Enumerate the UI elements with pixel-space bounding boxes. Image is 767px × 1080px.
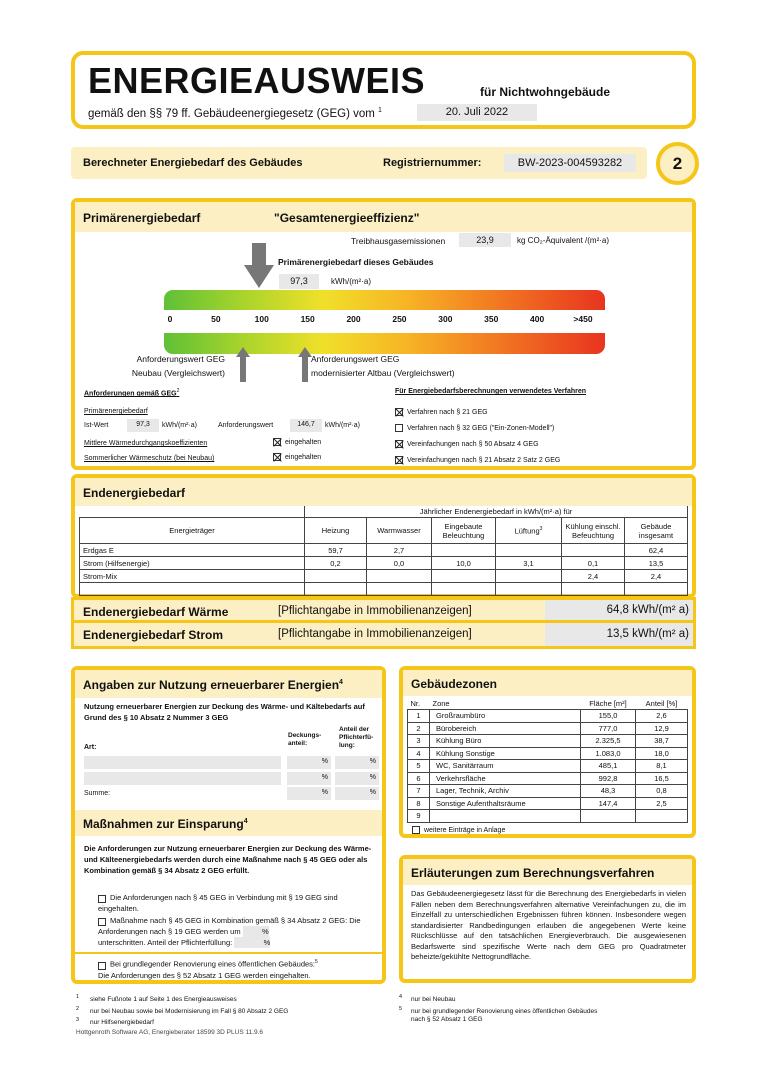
art-row-1	[84, 756, 281, 769]
summer-checkbox[interactable]	[273, 453, 281, 461]
end-energy-header	[75, 478, 692, 506]
registration-label: Registriernummer:	[383, 157, 482, 169]
demand-arrow-icon	[244, 243, 274, 288]
col-ventilation: Lüftung$^3$	[496, 518, 562, 544]
coverage-1: %	[287, 756, 331, 769]
explanation-text: Das Gebäudeenergiegesetz lässt für die Berechnung des Energiebedarfs in vielen Fällen neben dem Berechnungsverfahren alternative Vereinfachungen zu, die im Einzelfall zu unterschiedlichen Ergebnissen führen können. Insbesondere wegen standardisierter Randbedingungen erlauben die angegebenen Werte keine Rückschlüsse auf den tatsächlichen Energieverbrauch. Die ausgewiesenen Bedarfswerte sind spezifische Werte nach dem GEG pro Quadratmeter beheizte/gekühlte Nettogrundfläche.	[411, 889, 686, 961]
zone-nr-cell: 8	[408, 797, 430, 810]
ghg-label: Treibhausgasemissionen	[351, 236, 446, 246]
zone-area-cell: 147,4	[581, 797, 636, 810]
zone-share-cell	[636, 810, 688, 823]
col-lighting: Eingebaute Beleuchtung	[432, 518, 496, 544]
art-row-2	[84, 772, 281, 785]
col-cooling: Kühlung einschl. Befeuchtung	[562, 518, 625, 544]
reference-new-line1: Anforderungswert GEG	[136, 354, 225, 364]
primary-energy-title: Primärenergiebedarf	[83, 211, 201, 225]
ist-value: 97,3	[127, 419, 159, 432]
zones-table	[407, 698, 688, 823]
zone-nr-cell: 6	[408, 772, 430, 785]
header-box	[71, 51, 696, 129]
end-energy-row	[80, 544, 688, 557]
zone-name-cell: Kühlung Büro	[430, 735, 581, 748]
registration-bar-label: Berechneter Energiebedarf des Gebäudes	[83, 157, 303, 169]
method-1: Verfahren nach § 21 GEG	[395, 408, 488, 416]
zone-area-cell: 777,0	[581, 722, 636, 735]
measure-option-2: Maßnahme nach § 45 GEG in Kombination gemäß § 34 Absatz 2 GEG: Die Anforderungen nach § 19 GEG werden um % unterschritten. Anteil der Pflichterfüllung: %	[98, 916, 361, 947]
anf-value: 146,7	[290, 419, 322, 432]
zone-row	[408, 785, 688, 798]
heat-demand-value: 64,8 kWh/(m² a)	[545, 600, 693, 620]
method-2-checkbox[interactable]	[395, 424, 403, 432]
energy-value-cell	[625, 583, 688, 596]
renovation-option: Bei grundlegender Renovierung eines öffentlichen Gebäudes:$^5$ Die Anforderungen des § 52 Absatz 1 GEG werden eingehalten.	[98, 959, 318, 980]
zones-col-area: Fläche [m²]	[589, 699, 627, 708]
ghg-value: 23,9	[459, 233, 511, 247]
zone-area-cell: 485,1	[581, 760, 636, 773]
zone-area-cell: 155,0	[581, 710, 636, 723]
anf-unit: kWh/(m²·a)	[325, 422, 360, 429]
reference-new-line2: Neubau (Vergleichswert)	[131, 368, 225, 378]
zone-share-cell: 12,9	[636, 722, 688, 735]
art-label: Art:	[84, 744, 97, 751]
zone-area-cell: 2.325,5	[581, 735, 636, 748]
software-credit: Hottgenroth Software AG, Energieberater 18599 3D PLUS 11.9.6	[76, 1028, 264, 1036]
method-title: Für Energiebedarfsberechnungen verwendetes Verfahren	[395, 388, 587, 395]
end-energy-row	[80, 583, 688, 596]
zone-nr-cell: 4	[408, 747, 430, 760]
zone-share-cell: 8,1	[636, 760, 688, 773]
col-total: Gebäude insgesamt	[625, 518, 688, 544]
zone-nr-cell: 1	[408, 710, 430, 723]
reference-old-arrow-icon	[298, 347, 312, 382]
zones-col-share: Anteil [%]	[645, 699, 678, 708]
footnotes-left	[76, 993, 288, 1037]
energy-value-cell	[496, 544, 562, 557]
anf-label: Anforderungswert	[218, 422, 274, 429]
sum-label: Summe:	[84, 790, 111, 797]
zones-more-checkbox[interactable]	[412, 826, 420, 834]
col-heating: Heizung	[305, 518, 367, 544]
zone-row	[408, 797, 688, 810]
measures-header	[75, 810, 382, 836]
scale-label: 250	[392, 314, 407, 324]
reference-new-text	[115, 352, 225, 380]
method-4: Vereinfachungen nach § 21 Absatz 2 Satz 2 GEG	[395, 456, 560, 464]
u-value-status: eingehalten	[273, 438, 321, 446]
energy-value-cell: 2,7	[367, 544, 432, 557]
coverage-header: Deckungs-anteil:	[288, 732, 322, 747]
zone-row	[408, 710, 688, 723]
requirements-title: Anforderungen gemäß GEG$^2$	[84, 388, 180, 398]
zones-more: weitere Einträge in Anlage	[412, 826, 505, 834]
energy-value-cell	[562, 544, 625, 557]
page-number: 2	[656, 142, 699, 185]
document-subtitle: für Nichtwohngebäude	[480, 85, 610, 99]
law-date: 20. Juli 2022	[417, 104, 537, 121]
zone-name-cell: Sonstige Aufenthaltsräume	[430, 797, 581, 810]
footnote-5: $^5$ nur bei grundlegender Renovierung eines öffentlichen Gebäudes	[399, 1005, 598, 1015]
end-energy-top-header: Jährlicher Endenergiebedarf in kWh/(m²·a) für	[305, 506, 688, 518]
zone-share-cell: 0,8	[636, 785, 688, 798]
zone-area-cell: 992,8	[581, 772, 636, 785]
zone-share-cell: 2,5	[636, 797, 688, 810]
power-demand-label: Endenergiebedarf Strom	[83, 628, 224, 642]
energy-value-cell: 0,1	[562, 557, 625, 570]
primary-energy-box	[71, 198, 696, 470]
footnote-3: $^3$ nur Hilfsenergiebedarf	[76, 1017, 154, 1027]
explanation-box	[399, 855, 696, 983]
fulfillment-2: %	[335, 772, 379, 785]
end-energy-row	[80, 570, 688, 583]
col-hot-water: Warmwasser	[367, 518, 432, 544]
ist-unit: kWh/(m²·a)	[162, 422, 197, 429]
demand-value: 97,3	[279, 274, 319, 289]
primary-energy-header	[75, 202, 692, 232]
zone-row	[408, 747, 688, 760]
energy-value-cell: 59,7	[305, 544, 367, 557]
explanation-title: Erläuterungen zum Berechnungsverfahren	[411, 866, 655, 880]
zone-share-cell: 2,6	[636, 710, 688, 723]
law-footnote: 1	[378, 107, 382, 114]
fulfillment-1: %	[335, 756, 379, 769]
energy-value-cell: 2,4	[625, 570, 688, 583]
measure-option-1-checkbox[interactable]	[98, 895, 106, 903]
energy-value-cell: 0,0	[367, 557, 432, 570]
energy-value-cell	[367, 570, 432, 583]
energy-carrier-cell: Strom (Hilfsenergie)	[80, 557, 305, 570]
zone-row	[408, 772, 688, 785]
zones-col-zone: Zone	[432, 699, 450, 708]
footnotes-right	[399, 993, 597, 1025]
coverage-sum: %	[287, 787, 331, 800]
power-demand-bar	[71, 623, 696, 649]
scale-label: 0	[167, 314, 173, 324]
registration-bar	[71, 147, 647, 179]
energy-value-cell	[562, 583, 625, 596]
col-carrier: Energieträger	[80, 518, 305, 544]
zone-share-cell: 18,0	[636, 747, 688, 760]
energy-value-cell	[367, 583, 432, 596]
energy-value-cell: 2,4	[562, 570, 625, 583]
fulfillment-sum: %	[335, 787, 379, 800]
energy-value-cell: 10,0	[432, 557, 496, 570]
zone-area-cell: 48,3	[581, 785, 636, 798]
energy-carrier-cell: Erdgas E	[80, 544, 305, 557]
zone-nr-cell: 2	[408, 722, 430, 735]
energy-value-cell: 3,1	[496, 557, 562, 570]
energy-carrier-cell	[80, 583, 305, 596]
summer-label: Sommerlicher Wärmeschutz (bei Neubau)	[84, 455, 215, 462]
zone-name-cell: Bürobereich	[430, 722, 581, 735]
end-energy-title: Endenergiebedarf	[83, 486, 186, 500]
heat-demand-label: Endenergiebedarf Wärme	[83, 605, 229, 619]
method-3-checkbox[interactable]	[395, 440, 403, 448]
scale-label: 50	[211, 314, 221, 324]
zone-nr-cell: 9	[408, 810, 430, 823]
law-reference	[88, 107, 382, 120]
demand-unit: kWh/(m²·a)	[331, 277, 371, 286]
measures-divider	[75, 952, 382, 954]
zone-nr-cell: 7	[408, 785, 430, 798]
energy-value-cell	[432, 544, 496, 557]
power-demand-note: [Pflichtangabe in Immobilienanzeigen]	[278, 628, 472, 640]
zone-row	[408, 760, 688, 773]
footnote-1: $^1$ siehe Fußnote 1 auf Seite 1 des Energieausweises	[76, 994, 237, 1004]
energy-value-cell	[432, 583, 496, 596]
reference-old-line2: modernisierter Altbau (Vergleichswert)	[311, 368, 455, 378]
scale-label: >450	[573, 314, 593, 324]
reference-new-arrow-icon	[236, 347, 250, 382]
zone-area-cell: 1.083,0	[581, 747, 636, 760]
summer-status: eingehalten	[273, 453, 321, 461]
energy-value-cell: 62,4	[625, 544, 688, 557]
scale-label: 400	[530, 314, 545, 324]
zone-name-cell: Kühlung Sonstige	[430, 747, 581, 760]
energy-value-cell: 13,5	[625, 557, 688, 570]
measure-option-2-checkbox[interactable]	[98, 918, 106, 926]
method-3: Vereinfachungen nach § 50 Absatz 4 GEG	[395, 440, 539, 448]
zone-share-cell: 16,5	[636, 772, 688, 785]
document-title: ENERGIEAUSWEIS	[88, 60, 426, 101]
u-value-checkbox[interactable]	[273, 438, 281, 446]
pe-label: Primärenergiebedarf	[84, 408, 148, 415]
energy-value-cell	[496, 583, 562, 596]
energy-value-cell	[432, 570, 496, 583]
renewables-box	[71, 666, 386, 984]
method-1-checkbox[interactable]	[395, 408, 403, 416]
explanation-header	[403, 859, 692, 885]
energy-value-cell	[305, 570, 367, 583]
zones-col-nr: Nr.	[410, 699, 421, 708]
energy-value-cell	[305, 583, 367, 596]
renewables-header	[75, 670, 382, 698]
heat-demand-note: [Pflichtangabe in Immobilienanzeigen]	[278, 605, 472, 617]
zone-area-cell	[581, 810, 636, 823]
energy-value-cell	[496, 570, 562, 583]
law-text: gemäß den §§ 79 ff. Gebäudeenergiegesetz (GEG) vom	[88, 107, 375, 120]
scale-label: 200	[346, 314, 361, 324]
energy-value-cell: 0,2	[305, 557, 367, 570]
zones-box	[399, 666, 696, 838]
footnote-2: $^2$ nur bei Neubau sowie bei Modernisierung im Fall § 80 Absatz 2 GEG	[76, 1005, 289, 1015]
zone-row	[408, 722, 688, 735]
footnote-5-cont: nach § 52 Absatz 1 GEG	[411, 1016, 483, 1024]
heat-demand-bar	[71, 597, 696, 623]
power-demand-value: 13,5 kWh/(m² a)	[545, 623, 693, 646]
zone-nr-cell: 3	[408, 735, 430, 748]
zones-title: Gebäudezonen	[411, 677, 498, 691]
measures-intro: Die Anforderungen zur Nutzung erneuerbarer Energien zur Deckung des Wärme- und Kälteenergiebedarfs werden durch eine Maßnahme nach § 45 GEG oder als Kombination gemäß § 34 Absatz 2 GEG erfüllt.	[84, 844, 372, 875]
reference-old-text	[311, 352, 455, 380]
zone-row	[408, 810, 688, 823]
zone-name-cell: Großraumbüro	[430, 710, 581, 723]
zone-name-cell	[430, 810, 581, 823]
zone-share-cell: 38,7	[636, 735, 688, 748]
scale-labels	[75, 314, 692, 328]
scale-label: 150	[300, 314, 315, 324]
measures-title: Maßnahmen zur Einsparung$^4$	[83, 817, 248, 831]
demand-label: Primärenergiebedarf dieses Gebäudes	[278, 257, 434, 267]
efficiency-title: "Gesamtenergieeffizienz"	[274, 211, 420, 225]
u-value-label: Mittlere Wärmedurchgangskoeffizienten	[84, 440, 208, 447]
end-energy-box	[71, 474, 696, 598]
ist-label: Ist-Wert	[84, 422, 109, 429]
scale-label: 350	[484, 314, 499, 324]
zone-row	[408, 735, 688, 748]
end-energy-row	[80, 557, 688, 570]
energy-carrier-cell: Strom-Mix	[80, 570, 305, 583]
fulfillment-header: Anteil der Pflichterfü-lung:	[339, 726, 374, 749]
scale-label: 300	[438, 314, 453, 324]
zone-name-cell: Verkehrsfläche	[430, 772, 581, 785]
scale-label: 100	[254, 314, 269, 324]
zone-name-cell: Lager, Technik, Archiv	[430, 785, 581, 798]
zones-header	[403, 670, 692, 696]
coverage-2: %	[287, 772, 331, 785]
reference-old-line1: Anforderungswert GEG	[311, 354, 400, 364]
measure-option-1: Die Anforderungen nach § 45 GEG in Verbindung mit § 19 GEG sind eingehalten.	[98, 893, 338, 913]
registration-number: BW-2023-004593282	[504, 154, 636, 172]
method-4-checkbox[interactable]	[395, 456, 403, 464]
zone-name-cell: WC, Sanitärraum	[430, 760, 581, 773]
footnote-4: $^4$ nur bei Neubau	[399, 994, 456, 1004]
renewables-intro: Nutzung erneuerbarer Energien zur Deckung des Wärme- und Kältebedarfs auf Grund des § 10 Absatz 2 Nummer 3 GEG	[84, 702, 365, 722]
renovation-checkbox[interactable]	[98, 962, 106, 970]
renewables-title: Angaben zur Nutzung erneuerbarer Energien$^4$	[83, 678, 343, 692]
method-2: Verfahren nach § 32 GEG ("Ein-Zonen-Modell")	[395, 424, 554, 432]
ghg-unit: kg CO₂-Äquivalent /(m²·a)	[517, 236, 610, 245]
end-energy-table	[79, 506, 688, 596]
zone-nr-cell: 5	[408, 760, 430, 773]
